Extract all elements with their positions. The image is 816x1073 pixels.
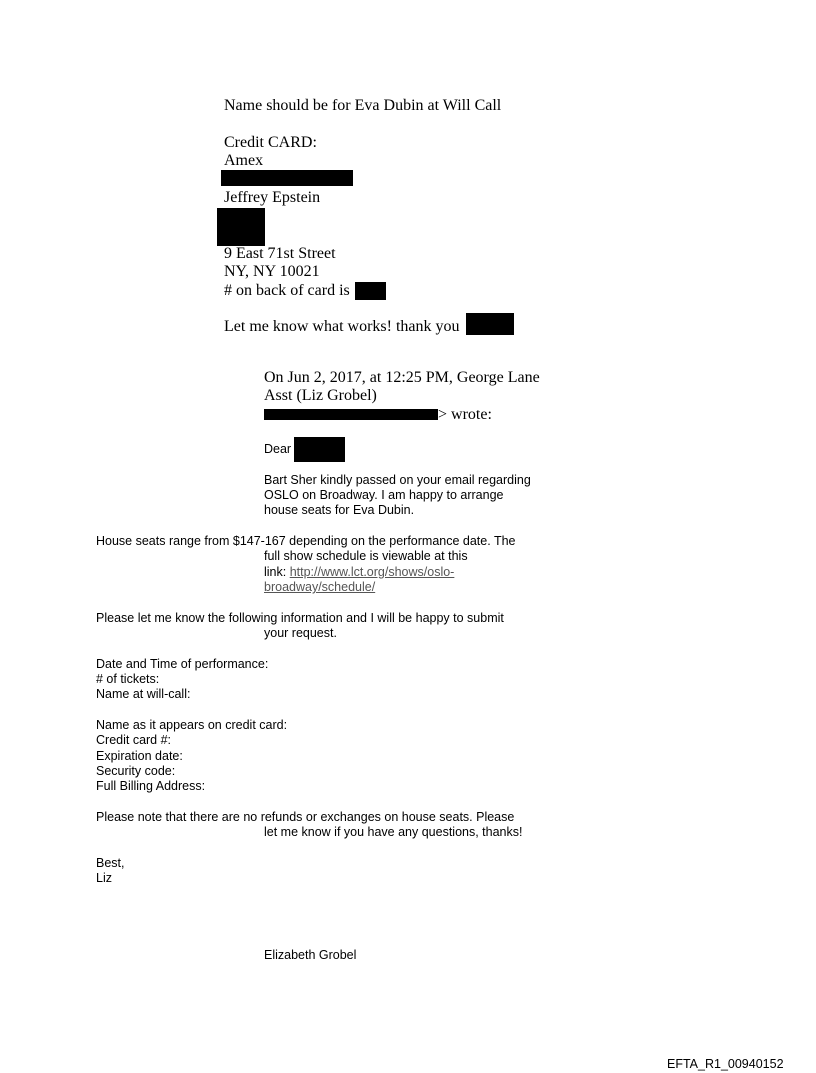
greeting: Dear xyxy=(264,442,292,456)
credit-card-heading: Credit CARD: xyxy=(224,134,317,151)
paragraph-2-line2: full show schedule is viewable at this xyxy=(264,549,468,563)
paragraph-1-line3: house seats for Eva Dubin. xyxy=(264,503,415,517)
field-tickets: # of tickets: xyxy=(96,672,160,686)
redaction-block xyxy=(217,208,265,246)
field-security-code: Security code: xyxy=(96,764,176,778)
cardholder-name: Jeffrey Epstein xyxy=(224,189,321,206)
signoff-name: Liz xyxy=(96,871,112,885)
paragraph-1-line1: Bart Sher kindly passed on your email regarding xyxy=(264,473,531,487)
signature-name: Elizabeth Grobel xyxy=(264,948,357,962)
redaction-recipient-name xyxy=(294,437,345,462)
note-line2: let me know if you have any questions, thanks! xyxy=(264,825,523,839)
card-type: Amex xyxy=(224,152,264,169)
field-expiration: Expiration date: xyxy=(96,749,183,763)
security-code-line: # on back of card is xyxy=(224,282,350,299)
note-line1: Please note that there are no refunds or exchanges on house seats. Please xyxy=(96,810,515,824)
quote-header-line2: Asst (Liz Grobel) xyxy=(264,387,377,404)
field-billing-address: Full Billing Address: xyxy=(96,779,206,793)
paragraph-3-line1: Please let me know the following information and I will be happy to submit xyxy=(96,611,504,625)
address-city: NY, NY 10021 xyxy=(224,263,320,280)
field-will-call-name: Name at will-call: xyxy=(96,687,191,701)
paragraph-3-line2: your request. xyxy=(264,626,337,640)
redaction-card-number xyxy=(221,170,353,186)
field-card-number: Credit card #: xyxy=(96,733,172,747)
schedule-link-part1[interactable]: http://www.lct.org/shows/oslo- xyxy=(289,565,455,579)
field-name-on-card: Name as it appears on credit card: xyxy=(96,718,288,732)
schedule-link-part2[interactable]: broadway/schedule/ xyxy=(264,580,376,594)
document-id: EFTA_R1_00940152 xyxy=(667,1057,784,1071)
paragraph-1-line2: OSLO on Broadway. I am happy to arrange xyxy=(264,488,504,502)
paragraph-2-line4 xyxy=(264,580,375,595)
paragraph-2-line3 xyxy=(264,565,454,580)
paragraph-2-line1: House seats range from $147-167 depending on the performance date. The xyxy=(96,534,516,548)
quote-header-wrote: > wrote: xyxy=(438,406,492,423)
field-date-time: Date and Time of performance: xyxy=(96,657,269,671)
redaction-email-address xyxy=(264,409,438,420)
address-street: 9 East 71st Street xyxy=(224,245,336,262)
redaction-security-code xyxy=(355,282,386,300)
signoff-best: Best, xyxy=(96,856,125,870)
quote-header-line1: On Jun 2, 2017, at 12:25 PM, George Lane xyxy=(264,369,540,386)
closing-line: Let me know what works! thank you xyxy=(224,318,460,335)
redaction-sender-name xyxy=(466,313,514,335)
name-instruction: Name should be for Eva Dubin at Will Call xyxy=(224,97,502,114)
link-prefix: link: xyxy=(264,565,290,579)
